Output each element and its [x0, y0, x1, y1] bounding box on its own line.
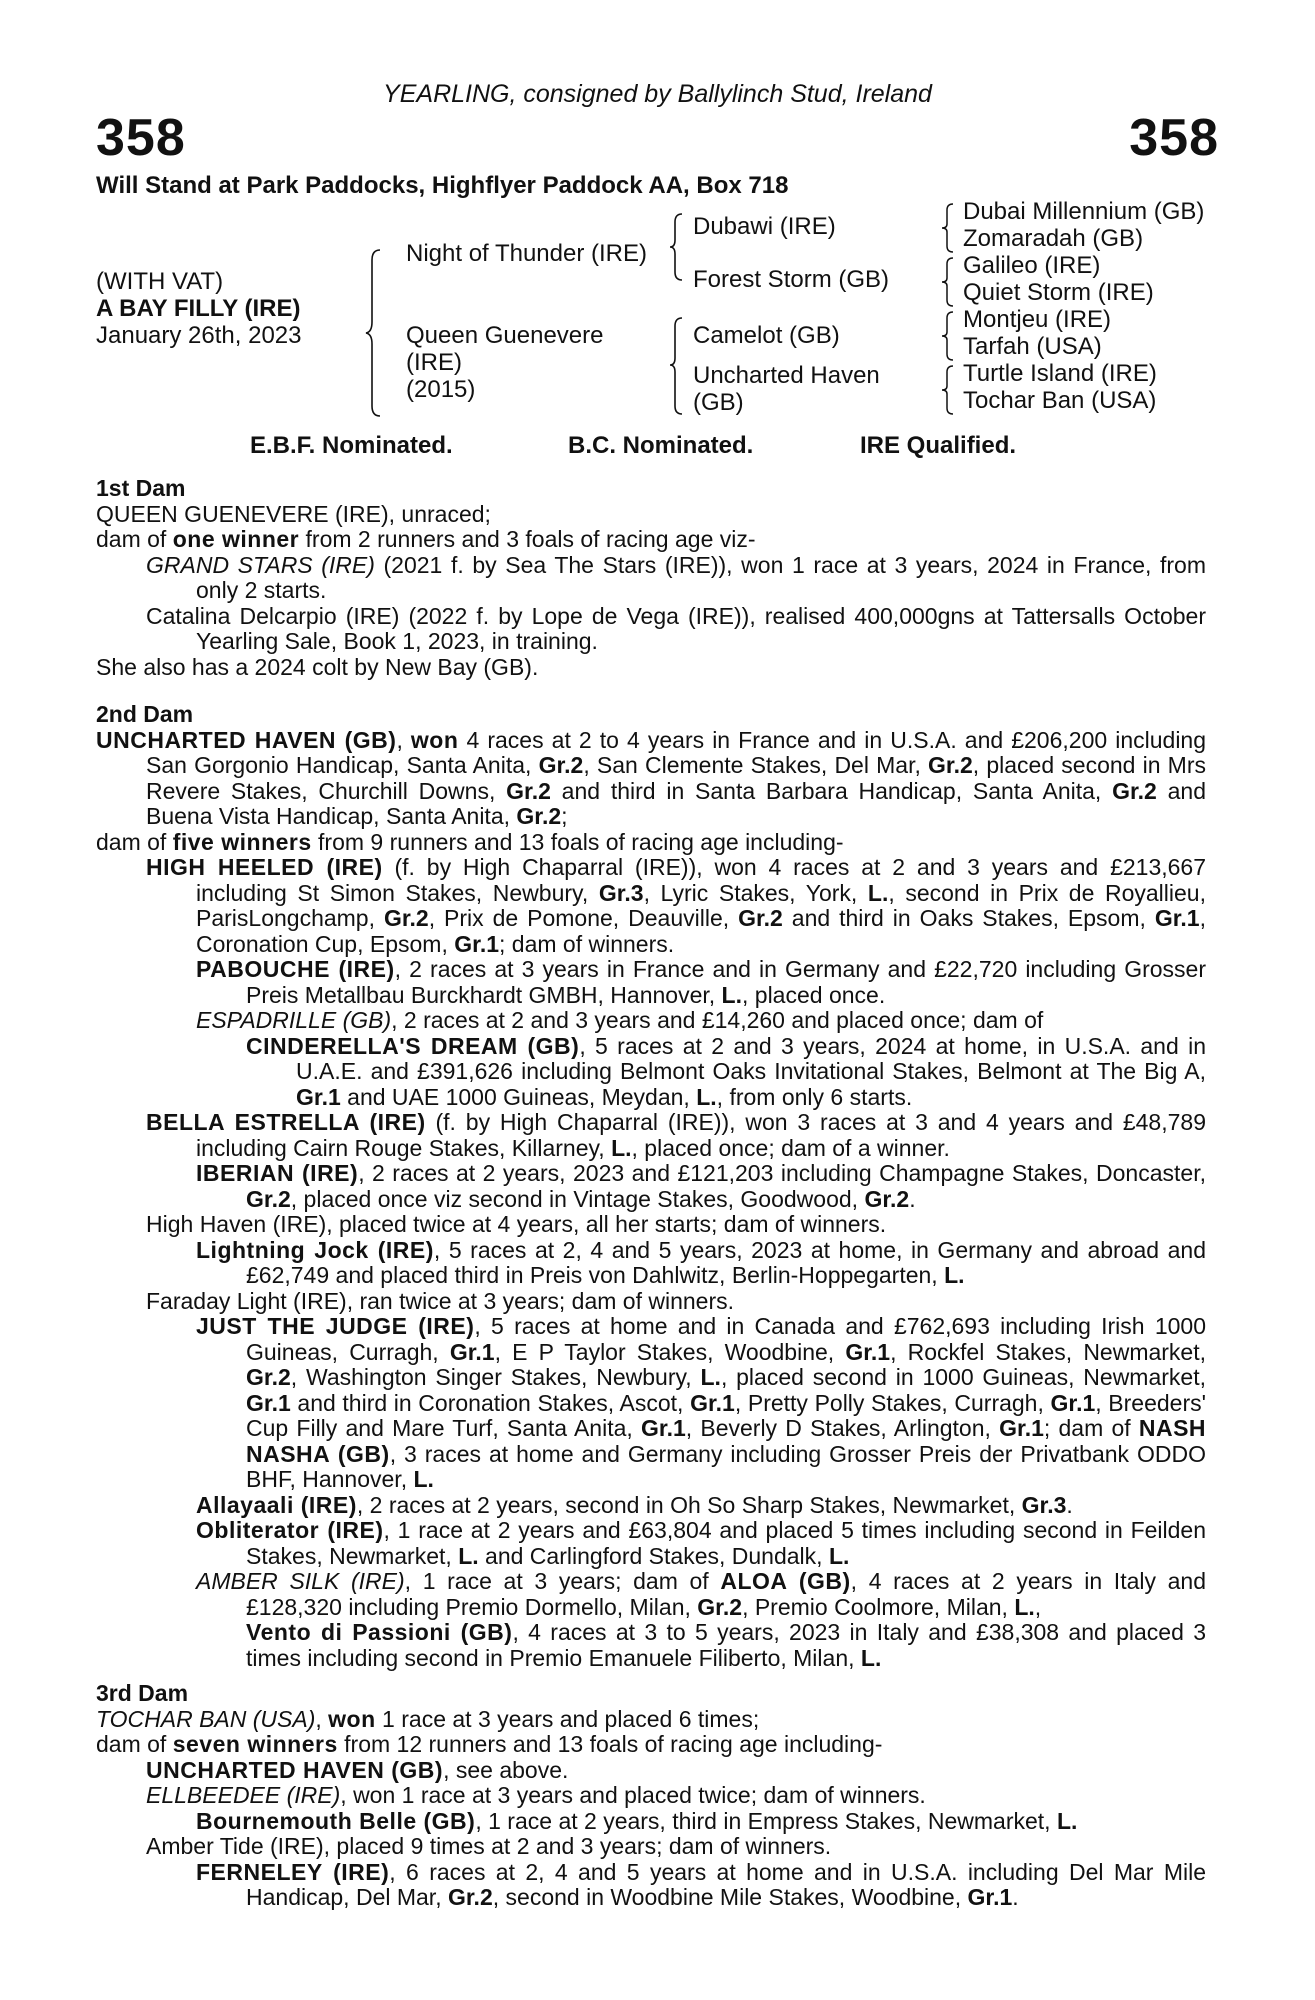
produce-entry: High Haven (IRE), placed twice at 4 years, all her starts; dam of winners. [146, 1211, 887, 1237]
produce-entry: CINDERELLA'S DREAM (GB), 5 races at 2 and 3 years, 2024 at home, in U.S.A. and in U.A.E. and £391,626 including Belmont Oaks Invitational Stakes, Belmont at The Big A, Gr.1 and UAE 1000 Guineas, Meydan, L., from only 6 starts. [246, 1032, 1206, 1110]
dam-dam-line2: (GB) [693, 389, 744, 416]
third-dam-entry: TOCHAR BAN (USA), won 1 race at 3 years and placed 6 times; [96, 1705, 760, 1732]
ebf-nominated: E.B.F. Nominated. [250, 432, 453, 459]
foaling-date: January 26th, 2023 [96, 322, 302, 349]
stand-location: Will Stand at Park Paddocks, Highflyer Paddock AA, Box 718 [96, 172, 789, 199]
produce-entry: ELLBEEDEE (IRE), won 1 race at 3 years and placed twice; dam of winners. [146, 1782, 926, 1808]
brace-gen3-2 [940, 256, 956, 308]
dam-dam-line1: Uncharted Haven [693, 362, 880, 389]
brace-gen3-4 [940, 364, 956, 416]
brace-generation-1 [364, 248, 384, 418]
first-dam-note: She also has a 2024 colt by New Bay (GB). [96, 653, 539, 680]
gen3-dsd: Tarfah (USA) [963, 333, 1102, 360]
produce-entry: PABOUCHE (IRE), 2 races at 3 years in France and in Germany and £22,720 including Grosser Preis Metallbau Burckhardt GMBH, Hannover, L., placed once. [196, 956, 1206, 1008]
brace-dam-parents [668, 316, 686, 416]
produce-entry: HIGH HEELED (IRE) (f. by High Chaparral (IRE)), won 4 races at 2 and 3 years and £213,667 including St Simon Stakes, Newbury, Gr.3, Lyric Stakes, York, L., second in Prix de Royallieu, ParisLongchamp, Gr.2, Prix de Pomone, Deauville, Gr.2 and third in Oaks Stakes, Epsom, Gr.1, Coronation Cup, Epsom, Gr.1; dam of winners. [146, 854, 1206, 957]
dam-name-line2: (IRE) [406, 349, 462, 376]
sire-name: Night of Thunder (IRE) [406, 240, 647, 267]
ire-qualified: IRE Qualified. [860, 432, 1017, 459]
gen3-sds: Galileo (IRE) [963, 252, 1101, 279]
produce-entry: AMBER SILK (IRE), 1 race at 3 years; dam of ALOA (GB), 4 races at 2 years in Italy and £128,320 including Premio Dormello, Milan, Gr.2, Premio Coolmore, Milan, L., [196, 1568, 1207, 1620]
produce-entry: Obliterator (IRE), 1 race at 2 years and £63,804 and placed 5 times including second in Feilden Stakes, Newmarket, L. and Carlingford Stakes, Dundalk, L. [196, 1517, 1207, 1569]
pedigree-table [0, 198, 1315, 428]
brace-sire-parents [668, 212, 686, 282]
produce-entry: Catalina Delcarpio (IRE) (2022 f. by Lope de Vega (IRE)), realised 400,000gns at Tattersalls October Yearling Sale, Book 1, 2023, in training. [146, 602, 1206, 654]
lot-number-right: 358 [1129, 109, 1219, 167]
produce-entry: BELLA ESTRELLA (IRE) (f. by High Chaparral (IRE)), won 3 races at 3 and 4 years and £48,789 including Cairn Rouge Stakes, Killarney, L., placed once; dam of a winner. [146, 1109, 1206, 1161]
produce-entry: FERNELEY (IRE), 6 races at 2, 4 and 5 years at home and in U.S.A. including Del Mar Mile Handicap, Del Mar, Gr.2, second in Woodbine Mile Stakes, Woodbine, Gr.1. [196, 1858, 1206, 1910]
second-dam-produce-summary: dam of five winners from 9 runners and 13 foals of racing age including- [96, 828, 844, 855]
gen3-dss: Montjeu (IRE) [963, 306, 1112, 333]
gen3-ddd: Tochar Ban (USA) [963, 387, 1157, 414]
second-dam-heading: 2nd Dam [96, 701, 194, 727]
dam-name-line1: Queen Guenevere [406, 322, 604, 349]
horse-name: A BAY FILLY (IRE) [96, 295, 301, 322]
dam-foaled-year: (2015) [406, 376, 476, 403]
produce-entry: Bournemouth Belle (GB), 1 race at 2 years, third in Empress Stakes, Newmarket, L. [196, 1807, 1078, 1834]
second-dam-entry: UNCHARTED HAVEN (GB), won 4 races at 2 to 4 years in France and in U.S.A. and £206,200 including San Gorgonio Handicap, Santa Anita, Gr.2, San Clemente Stakes, Del Mar, Gr.2, placed second in Mrs Revere Stakes, Churchill Downs, Gr.2 and third in Santa Barbara Handicap, Santa Anita, Gr.2 and Buena Vista Handicap, Santa Anita, Gr.2; [96, 726, 1207, 829]
produce-entry: ESPADRILLE (GB), 2 races at 2 and 3 years and £14,260 and placed once; dam of [196, 1007, 1044, 1033]
gen3-sdd: Quiet Storm (IRE) [963, 279, 1154, 306]
gen3-dds: Turtle Island (IRE) [963, 360, 1157, 387]
gen3-ssd: Zomaradah (GB) [963, 225, 1144, 252]
consignor-heading: YEARLING, consigned by Ballylinch Stud, Ireland [383, 80, 932, 108]
dam-sire: Camelot (GB) [693, 322, 840, 349]
vat-note: (WITH VAT) [96, 268, 224, 295]
bc-nominated: B.C. Nominated. [568, 432, 754, 459]
first-dam-line: QUEEN GUENEVERE (IRE), unraced; [96, 500, 491, 527]
produce-entry: Lightning Jock (IRE), 5 races at 2, 4 and 5 years, 2023 at home, in Germany and abroad and £62,749 and placed third in Preis von Dahlwitz, Berlin-Hoppegarten, L. [196, 1236, 1206, 1288]
brace-gen3-3 [940, 310, 956, 362]
brace-gen3-1 [940, 202, 956, 254]
produce-entry: IBERIAN (IRE), 2 races at 2 years, 2023 and £121,203 including Champagne Stakes, Doncaster, Gr.2, placed once viz second in Vintage Stakes, Goodwood, Gr.2. [196, 1160, 1206, 1212]
produce-entry: Faraday Light (IRE), ran twice at 3 years; dam of winners. [146, 1287, 735, 1314]
sire-dam: Forest Storm (GB) [693, 266, 890, 293]
produce-entry: UNCHARTED HAVEN (GB), see above. [146, 1756, 569, 1783]
produce-entry: GRAND STARS (IRE) (2021 f. by Sea The Stars (IRE)), won 1 race at 3 years, 2024 in France, from only 2 starts. [146, 551, 1206, 603]
produce-entry: Amber Tide (IRE), placed 9 times at 2 and 3 years; dam of winners. [146, 1833, 832, 1859]
first-dam-produce-summary: dam of one winner from 2 runners and 3 foals of racing age viz- [96, 526, 756, 552]
produce-entry: Vento di Passioni (GB), 4 races at 3 to 5 years, 2023 in Italy and £38,308 and placed 3 times including second in Premio Emanuele Filiberto, Milan, L. [246, 1619, 1206, 1671]
third-dam-produce-summary: dam of seven winners from 12 runners and 13 foals of racing age including- [96, 1731, 883, 1757]
lot-number-left: 358 [96, 109, 186, 167]
produce-entry: Allayaali (IRE), 2 races at 2 years, second in Oh So Sharp Stakes, Newmarket, Gr.3. [196, 1491, 1073, 1518]
third-dam-heading: 3rd Dam [96, 1680, 189, 1706]
sire-sire: Dubawi (IRE) [693, 213, 836, 240]
produce-entry: JUST THE JUDGE (IRE), 5 races at home and in Canada and £762,693 including Irish 1000 Guineas, Curragh, Gr.1, E P Taylor Stakes, Woodbine, Gr.1, Rockfel Stakes, Newmarket, Gr.2, Washington Singer Stakes, Newbury, L., placed second in 1000 Guineas, Newmarket, Gr.1 and third in Coronation Stakes, Ascot, Gr.1, Pretty Polly Stakes, Curragh, Gr.1, Breeders' Cup Filly and Mare Turf, Santa Anita, Gr.1, Beverly D Stakes, Arlington, Gr.1; dam of NASH NASHA (GB), 3 races at home and Germany including Grosser Preis der Privatbank ODDO BHF, Hannover, L. [196, 1313, 1207, 1492]
gen3-sss: Dubai Millennium (GB) [963, 198, 1205, 225]
produce-record [96, 476, 1206, 1911]
first-dam-heading: 1st Dam [96, 475, 186, 501]
